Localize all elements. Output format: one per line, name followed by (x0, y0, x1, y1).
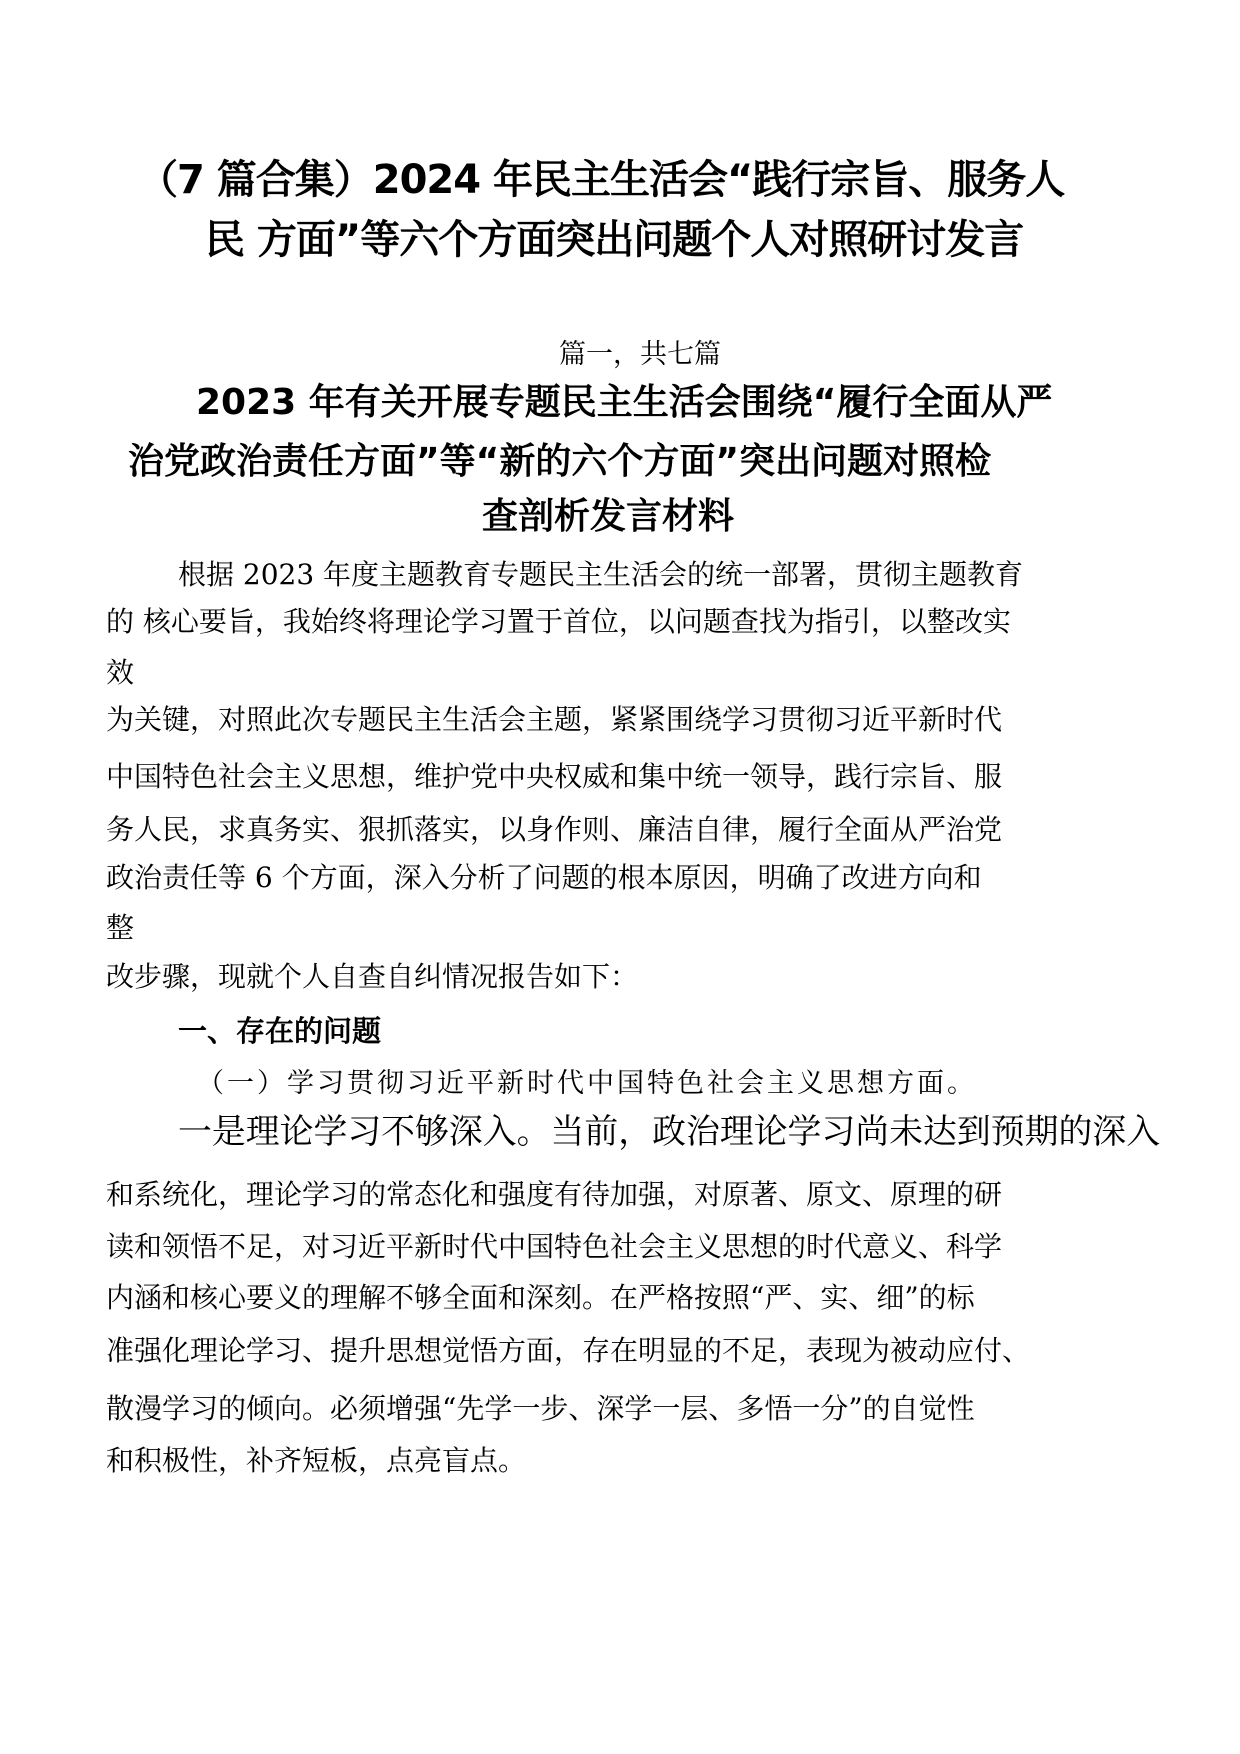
subsection-heading: （一）学习贯彻习近平新时代中国特色社会主义思想方面。 (197, 1068, 977, 1099)
document-title-line-2: 民 方面”等六个方面突出问题个人对照研讨发言 (205, 217, 1024, 263)
article-title-line-2: 治党政治责任方面”等“新的六个方面”突出问题对照检 (128, 441, 991, 482)
article-title-line-3: 查剖析发言材料 (482, 496, 735, 537)
intro-line: 的 核心要旨，我始终将理论学习置于首位，以问题查找为指引，以整改实 (106, 605, 1011, 638)
intro-line: 效 (106, 656, 135, 689)
section-heading: 一、存在的问题 (178, 1014, 382, 1048)
point-line: 内涵和核心要义的理解不够全面和深刻。在严格按照“严、实、细”的标 (106, 1281, 975, 1314)
point-line: 和系统化，理论学习的常态化和强度有待加强，对原著、原文、原理的研 (106, 1178, 1003, 1211)
point-line: 散漫学习的倾向。必须增强“先学一步、深学一层、多悟一分”的自觉性 (106, 1392, 975, 1425)
intro-line: 政治责任等 6 个方面，深入分析了问题的根本原因，明确了改进方向和 (106, 861, 982, 894)
article-title-line-1: 2023 年有关开展专题民主生活会围绕“履行全面从严 (196, 382, 1053, 423)
document-title-line-1: （7 篇合集）2024 年民主生活会“践行宗旨、服务人 (138, 157, 1065, 203)
intro-line: 为关键，对照此次专题民主生活会主题，紧紧围绕学习贯彻习近平新时代 (106, 703, 1003, 736)
intro-line: 整 (106, 911, 135, 944)
point-first-line-rest: 当前，政治理论学习尚未达到预期的深入 (550, 1112, 1161, 1152)
intro-line: 中国特色社会主义思想，维护党中央权威和集中统一领导，践行宗旨、服 (106, 760, 1003, 793)
point-line: 和积极性，补齐短板，点亮盲点。 (106, 1444, 527, 1477)
point-lead: 一是理论学习不够深入。 (178, 1112, 551, 1152)
intro-line: 务人民，求真务实、狠抓落实，以身作则、廉洁自律，履行全面从严治党 (106, 813, 1003, 846)
part-subtitle: 篇一，共七篇 (559, 339, 721, 370)
point-line: 读和领悟不足，对习近平新时代中国特色社会主义思想的时代意义、科学 (106, 1230, 1003, 1263)
point-line: 准强化理论学习、提升思想觉悟方面，存在明显的不足，表现为被动应付、 (106, 1334, 1031, 1367)
intro-line: 根据 2023 年度主题教育专题民主生活会的统一部署，贯彻主题教育 (178, 558, 1024, 591)
point-first-line (178, 1112, 1161, 1152)
intro-line: 改步骤，现就个人自查自纠情况报告如下： (106, 960, 639, 993)
